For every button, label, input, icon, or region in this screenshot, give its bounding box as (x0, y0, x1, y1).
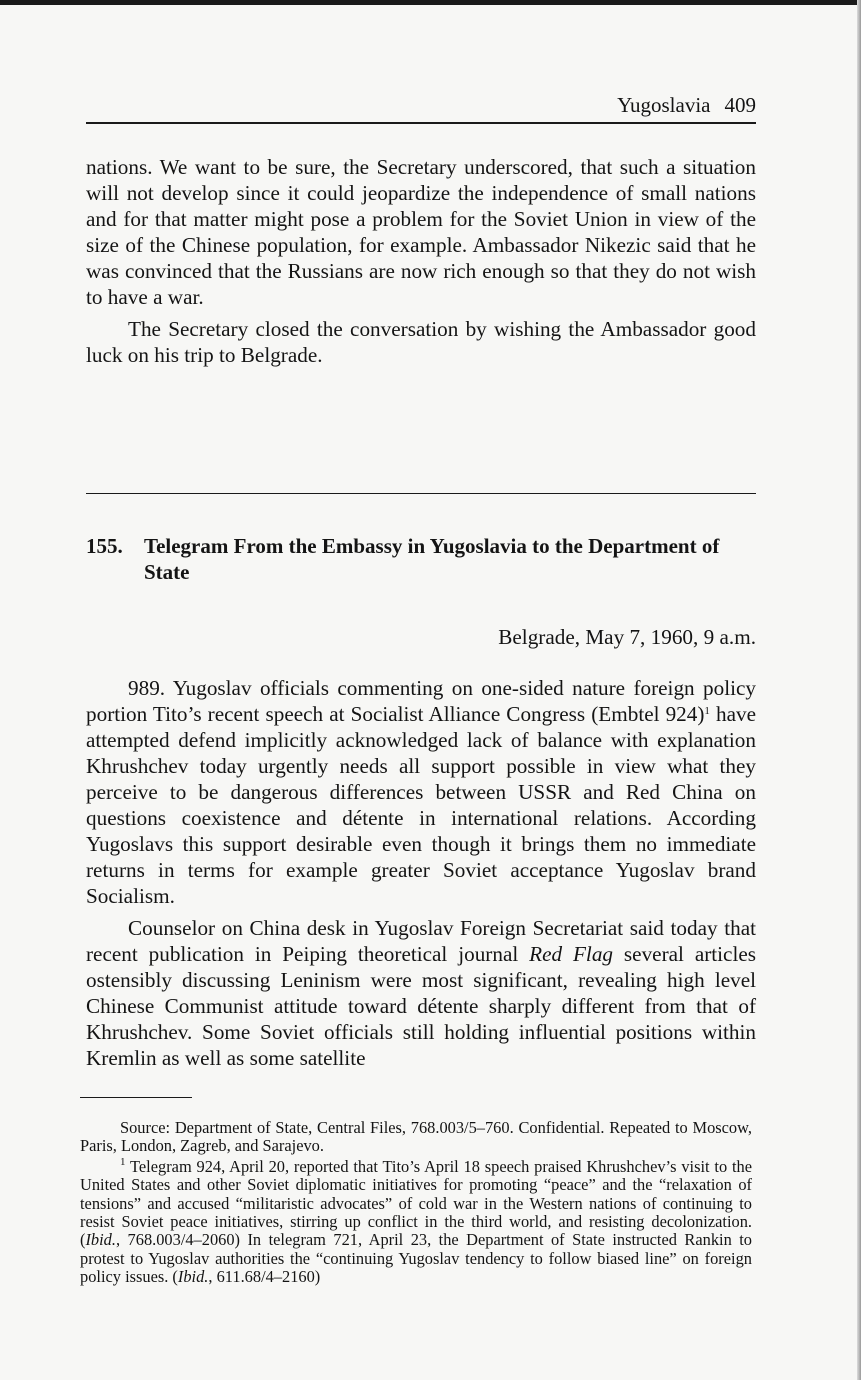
source-note: Source: Department of State, Central Files, 768.003/5–760. Confidential. Repeated to Moscow, Paris, London, Zagreb, and Sarajevo. (80, 1118, 752, 1156)
document-heading (86, 533, 756, 585)
continuation-paragraph-1: nations. We want to be sure, the Secretary underscored, that such a situation will not develop since it could jeopardize the independence of small nations and for that matter might pose a problem for the Soviet Union in view of the size of the Chinese population, for example. Ambassador Nikezic said that he was convinced that the Russians are now rich enough so that they do not wish to have a war. (86, 155, 756, 309)
footnote-1 (80, 1155, 752, 1287)
footnote-1-text-b: , 768.003/4–2060) In telegram 721, April 23, the Department of State instructed Rankin to protest to Yugoslav authorities the “continuing Yugoslav tendency to follow biased line” on foreign policy issues. ( (80, 1230, 752, 1287)
running-title: Yugoslavia (617, 93, 711, 117)
footnote-divider (80, 1097, 192, 1098)
running-header (86, 92, 756, 124)
continuation-paragraph-2: The Secretary closed the conversation by wishing the Ambassador good luck on his trip to Belgrade. (86, 317, 756, 367)
footnote-1-text-c: , 611.68/4–2160) (208, 1267, 321, 1287)
telegram-paragraph-1-start: 989. Yugoslav officials commenting on one-sided nature foreign policy portion Tito’s recent speech at Socialist Alliance Congress (Embtel 924) (86, 676, 756, 726)
telegram-paragraph-2-end: several articles ostensibly discussing Leninism were most significant, revealing high level Chinese Communist attitude toward détente sharply different from that of Khrushchev. Some Soviet officials still holding influential positions within Kremlin as well as some satellite (86, 942, 756, 1070)
footnote-1-ibid-b: Ibid. (177, 1267, 209, 1287)
telegram-text (86, 675, 756, 1077)
footnotes (80, 1119, 752, 1289)
scan-edge-right (857, 0, 861, 1380)
footnote-1-marker: 1 (120, 1155, 126, 1168)
footnote-1-ibid-a: Ibid. (85, 1230, 116, 1250)
footnote-1-text-a: Telegram 924, April 20, reported that Tito’s April 18 speech praised Khrushchev’s visit to the United States and other Soviet diplomatic initiatives for promoting “peace” and the “relaxation of tensions” and accused “militaristic advocates” of cold war in the Western nations of continuing to resist Soviet peace initiatives, stirring up conflict in the third world, and resisting decolonization. ( (80, 1156, 752, 1250)
document-number: 155. (86, 534, 123, 558)
page-number: 409 (724, 93, 756, 117)
journal-title: Red Flag (529, 942, 614, 966)
telegram-paragraph-1-end: have attempted defend implicitly acknowledged lack of balance with explanation Khrushchev today urgently needs all support possible in view what they perceive to be dangerous differences between USSR and Red China on questions coexistence and détente in international relations. According Yugoslavs this support desirable even though it brings them no immediate returns in terms for example greater Soviet acceptance Yugoslav brand Socialism. (86, 702, 756, 908)
continuation-text (86, 154, 756, 374)
scan-edge-top (0, 0, 861, 5)
dateline: Belgrade, May 7, 1960, 9 a.m. (498, 625, 756, 649)
footnote-reference-1[interactable]: 1 (704, 705, 710, 717)
section-divider (86, 493, 756, 494)
telegram-paragraph-2-start: Counselor on China desk in Yugoslav Foreign Secretariat said today that recent publication in Peiping theoretical journal (86, 916, 756, 966)
document-title: Telegram From the Embassy in Yugoslavia to the Department of State (144, 534, 720, 584)
telegram-paragraph-2 (86, 915, 756, 1071)
telegram-paragraph-1 (86, 675, 756, 909)
